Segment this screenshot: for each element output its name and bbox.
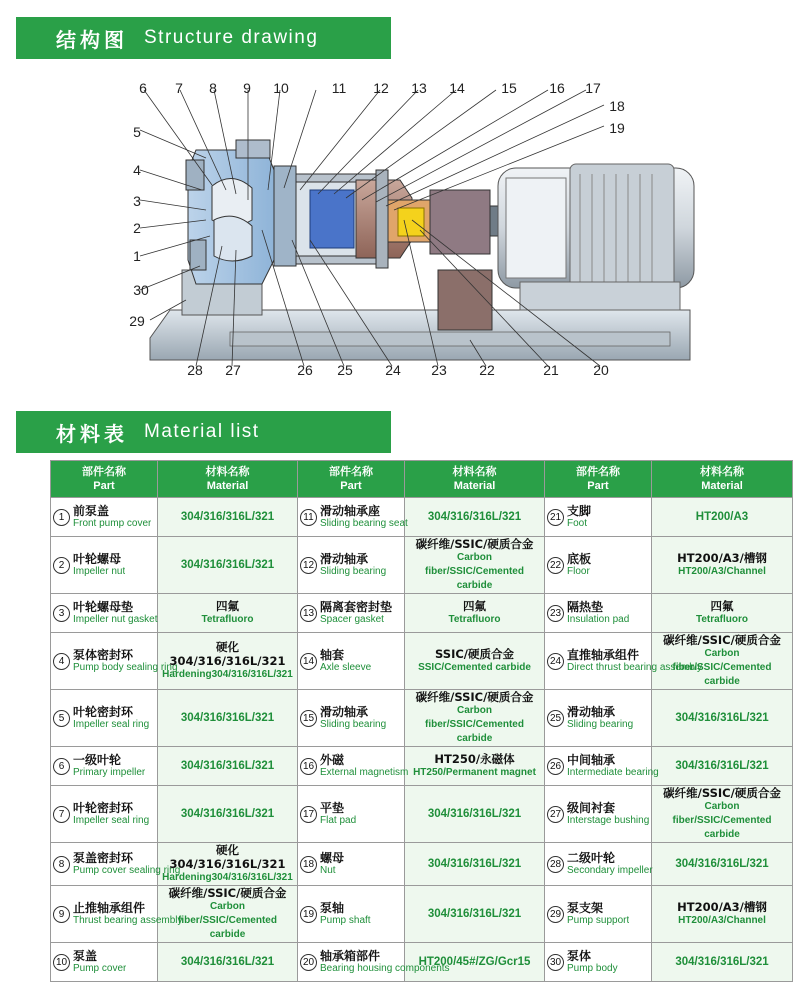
table-row bbox=[51, 594, 793, 633]
material-name: 304/316/316L/321 bbox=[180, 956, 275, 968]
callout-22: 22 bbox=[479, 362, 495, 378]
part-name-cn: 一级叶轮 bbox=[73, 753, 122, 767]
material-name-en: Carbon fiber/SSIC/Cemented carbide bbox=[672, 801, 772, 840]
callout-4: 4 bbox=[133, 162, 141, 178]
material-cell bbox=[652, 747, 793, 786]
callout-19: 19 bbox=[609, 120, 625, 136]
material-name: 四氟 bbox=[710, 599, 734, 613]
part-number-badge: 7 bbox=[53, 806, 70, 823]
material-name: 304/316/316L/321 bbox=[180, 712, 275, 724]
part-name-cn: 滑动轴承 bbox=[567, 705, 616, 719]
part-name-cn: 外磁 bbox=[320, 753, 345, 767]
material-name: 硬化304/316/316L/321 bbox=[169, 843, 286, 871]
part-cell bbox=[298, 943, 450, 982]
material-cell bbox=[405, 498, 545, 537]
part-name-en: Nut bbox=[320, 865, 336, 876]
part-name-en: Sliding bearing bbox=[567, 719, 634, 730]
material-cell bbox=[158, 690, 298, 747]
material-cell bbox=[158, 537, 298, 594]
part-number-badge: 8 bbox=[53, 856, 70, 873]
part-name-cn: 轴套 bbox=[320, 648, 345, 662]
material-cell bbox=[405, 690, 545, 747]
part-cell bbox=[298, 690, 405, 747]
material-name-en: HT200/A3/Channel bbox=[678, 566, 766, 577]
material-name-en: Tetrafluoro bbox=[695, 614, 749, 625]
material-name-en: HT250/Permanent magnet bbox=[413, 767, 536, 778]
part-cell bbox=[51, 594, 158, 633]
material-name: 四氟 bbox=[216, 599, 239, 613]
part-name-en: Pump shaft bbox=[320, 915, 371, 926]
part-number-badge: 13 bbox=[300, 605, 317, 622]
material-name: 四氟 bbox=[463, 599, 486, 613]
part-number-badge: 27 bbox=[547, 806, 564, 823]
part-name-cn: 滑动轴承 bbox=[320, 552, 369, 566]
part-name-en: Pump body bbox=[567, 963, 618, 974]
part-number-badge: 23 bbox=[547, 605, 564, 622]
part-number-badge: 20 bbox=[300, 954, 317, 971]
table-row bbox=[51, 690, 793, 747]
part-name-cn: 前泵盖 bbox=[73, 504, 110, 518]
part-name-en: Sliding bearing bbox=[320, 719, 387, 730]
header-material-3: 材料名称 Material bbox=[652, 461, 793, 498]
material-cell bbox=[652, 843, 793, 886]
callout-20: 20 bbox=[593, 362, 609, 378]
part-name-en: Pump body sealing ring bbox=[73, 662, 178, 673]
table-row bbox=[51, 786, 793, 843]
part-name-en: Front pump cover bbox=[73, 518, 152, 529]
callout-14: 14 bbox=[449, 80, 465, 96]
part-name-en: Pump cover sealing ring bbox=[73, 865, 181, 876]
header-part-2: 部件名称 Part bbox=[298, 461, 405, 498]
part-number-badge: 15 bbox=[300, 710, 317, 727]
part-name-cn: 隔离套密封垫 bbox=[320, 600, 393, 614]
material-title-en: Material list bbox=[144, 421, 260, 442]
material-cell bbox=[405, 594, 545, 633]
material-cell bbox=[158, 886, 298, 943]
material-cell bbox=[405, 843, 545, 886]
part-name-en: Insulation pad bbox=[567, 614, 630, 625]
callout-7: 7 bbox=[175, 80, 183, 96]
part-name-cn: 泵体密封环 bbox=[73, 648, 134, 662]
callout-10: 10 bbox=[273, 80, 289, 96]
callout-26: 26 bbox=[297, 362, 313, 378]
material-cell bbox=[158, 843, 298, 886]
material-name: HT200/A3/槽钢 bbox=[677, 551, 767, 565]
material-table bbox=[50, 460, 793, 982]
callout-18: 18 bbox=[609, 98, 625, 114]
part-name-en: Thrust bearing assembly bbox=[73, 915, 183, 926]
part-number-badge: 16 bbox=[300, 758, 317, 775]
part-name-cn: 泵盖 bbox=[73, 949, 98, 963]
part-name-cn: 泵体 bbox=[567, 949, 592, 963]
callout-13: 13 bbox=[411, 80, 427, 96]
material-cell bbox=[652, 786, 793, 843]
part-cell bbox=[545, 498, 652, 537]
part-number-badge: 14 bbox=[300, 653, 317, 670]
part-name-cn: 轴承箱部件 bbox=[320, 949, 381, 963]
part-cell bbox=[51, 747, 158, 786]
part-cell bbox=[298, 498, 408, 537]
part-name-cn: 中间轴承 bbox=[567, 753, 616, 767]
part-name-en: Axle sleeve bbox=[320, 662, 372, 673]
material-cell bbox=[652, 633, 793, 690]
callout-17: 17 bbox=[585, 80, 601, 96]
callout-1: 1 bbox=[133, 248, 141, 264]
part-name-en: Secondary impeller bbox=[567, 865, 653, 876]
material-cell bbox=[652, 886, 793, 943]
header-material-2: 材料名称 Material bbox=[405, 461, 545, 498]
part-name-cn: 泵轴 bbox=[320, 901, 345, 915]
part-cell bbox=[545, 594, 652, 633]
part-cell bbox=[298, 786, 405, 843]
part-name-cn: 直推轴承组件 bbox=[567, 648, 640, 662]
part-cell bbox=[545, 690, 652, 747]
part-cell bbox=[51, 537, 158, 594]
part-number-badge: 5 bbox=[53, 710, 70, 727]
material-list-banner bbox=[16, 411, 391, 453]
material-name: 碳纤维/SSIC/硬质合金 bbox=[415, 690, 534, 704]
part-name-cn: 叶轮螺母垫 bbox=[73, 600, 134, 614]
part-number-badge: 30 bbox=[547, 954, 564, 971]
callout-9: 9 bbox=[243, 80, 251, 96]
part-number-badge: 22 bbox=[547, 557, 564, 574]
part-number-badge: 9 bbox=[53, 906, 70, 923]
part-name-cn: 二级叶轮 bbox=[567, 851, 616, 865]
part-number-badge: 4 bbox=[53, 653, 70, 670]
material-cell bbox=[405, 747, 545, 786]
material-name-en: Carbon fiber/SSIC/Cemented carbide bbox=[425, 552, 524, 591]
part-cell bbox=[545, 633, 703, 690]
part-number-badge: 6 bbox=[53, 758, 70, 775]
table-row bbox=[51, 498, 793, 537]
part-cell bbox=[545, 886, 652, 943]
material-cell bbox=[158, 747, 298, 786]
structure-title-en: Structure drawing bbox=[144, 27, 319, 48]
part-name-cn: 泵盖密封环 bbox=[73, 851, 134, 865]
material-name-en: Hardening304/316/316L/321 bbox=[162, 872, 293, 883]
material-name: 304/316/316L/321 bbox=[675, 712, 769, 724]
part-number-badge: 28 bbox=[547, 856, 564, 873]
part-number-badge: 17 bbox=[300, 806, 317, 823]
part-name-en: Foot bbox=[567, 518, 588, 529]
part-cell bbox=[51, 690, 158, 747]
part-name-en: Pump cover bbox=[73, 963, 127, 974]
pump-body bbox=[182, 140, 274, 315]
part-cell bbox=[298, 633, 405, 690]
part-name-en: External magnetism bbox=[320, 767, 409, 778]
part-number-badge: 10 bbox=[53, 954, 70, 971]
part-name-cn: 底板 bbox=[567, 552, 592, 566]
material-table-body bbox=[51, 498, 793, 982]
material-name-en: Carbon fiber/SSIC/Cemented carbide bbox=[178, 901, 277, 940]
part-number-badge: 18 bbox=[300, 856, 317, 873]
base-plate bbox=[150, 310, 690, 360]
structure-drawing-banner bbox=[16, 17, 391, 59]
part-number-badge: 26 bbox=[547, 758, 564, 775]
part-name-en: Sliding bearing bbox=[320, 566, 387, 577]
material-name: HT250/永磁体 bbox=[434, 752, 515, 766]
bearing-housing bbox=[388, 190, 504, 330]
callout-30: 30 bbox=[133, 282, 149, 298]
material-name: 碳纤维/SSIC/硬质合金 bbox=[168, 886, 287, 900]
structure-title-cn: 结构图 bbox=[56, 27, 128, 52]
part-name-en: Floor bbox=[567, 566, 590, 577]
part-cell bbox=[51, 498, 158, 537]
part-number-badge: 24 bbox=[547, 653, 564, 670]
part-number-badge: 1 bbox=[53, 509, 70, 526]
pump-structure-drawing bbox=[0, 70, 800, 390]
part-name-en: Bearing housing components bbox=[320, 963, 450, 974]
material-name-en: Carbon fiber/SSIC/Cemented carbide bbox=[672, 648, 772, 687]
callout-3: 3 bbox=[133, 193, 141, 209]
part-name-en: Sliding bearing seat bbox=[320, 518, 408, 529]
part-name-en: Impeller nut bbox=[73, 566, 126, 577]
material-cell bbox=[652, 537, 793, 594]
material-name: 304/316/316L/321 bbox=[180, 559, 275, 571]
callout-6: 6 bbox=[139, 80, 147, 96]
material-name: 碳纤维/SSIC/硬质合金 bbox=[415, 537, 534, 551]
part-number-badge: 25 bbox=[547, 710, 564, 727]
material-cell bbox=[405, 537, 545, 594]
part-name-en: Interstage bushing bbox=[567, 815, 650, 826]
part-name-en: Spacer gasket bbox=[320, 614, 384, 625]
part-name-cn: 叶轮密封环 bbox=[73, 705, 134, 719]
part-name-cn: 螺母 bbox=[320, 851, 345, 865]
material-name: 304/316/316L/321 bbox=[675, 858, 769, 870]
callout-15: 15 bbox=[501, 80, 517, 96]
part-name-en: Impeller nut gasket bbox=[73, 614, 158, 625]
material-name: HT200/A3/槽钢 bbox=[677, 900, 767, 914]
material-name: 碳纤维/SSIC/硬质合金 bbox=[663, 786, 781, 800]
material-name: HT200/45#/ZG/Gcr15 bbox=[418, 956, 531, 968]
part-number-badge: 2 bbox=[53, 557, 70, 574]
part-name-en: Impeller seal ring bbox=[73, 815, 150, 826]
part-cell bbox=[51, 786, 158, 843]
material-name-en: Carbon fiber/SSIC/Cemented carbide bbox=[425, 705, 524, 744]
table-row bbox=[51, 747, 793, 786]
part-cell bbox=[298, 843, 405, 886]
material-name: 304/316/316L/321 bbox=[427, 511, 522, 523]
part-name-cn: 滑动轴承 bbox=[320, 705, 369, 719]
material-name-en: Tetrafluoro bbox=[201, 614, 254, 625]
callout-23: 23 bbox=[431, 362, 447, 378]
material-cell bbox=[405, 633, 545, 690]
callout-12: 12 bbox=[373, 80, 389, 96]
part-number-badge: 19 bbox=[300, 906, 317, 923]
part-name-cn: 叶轮密封环 bbox=[73, 801, 134, 815]
part-name-en: Primary impeller bbox=[73, 767, 146, 778]
material-name: 304/316/316L/321 bbox=[675, 956, 769, 968]
material-cell bbox=[158, 943, 298, 982]
material-name: 304/316/316L/321 bbox=[675, 760, 769, 772]
table-row bbox=[51, 943, 793, 982]
material-name: 304/316/316L/321 bbox=[427, 858, 522, 870]
material-name-en: HT200/A3/Channel bbox=[678, 915, 766, 926]
part-cell bbox=[51, 943, 158, 982]
part-number-badge: 29 bbox=[547, 906, 564, 923]
part-number-badge: 3 bbox=[53, 605, 70, 622]
part-cell bbox=[545, 786, 652, 843]
material-name: SSIC/硬质合金 bbox=[435, 647, 514, 661]
callout-25: 25 bbox=[337, 362, 353, 378]
part-cell bbox=[545, 747, 659, 786]
callout-8: 8 bbox=[209, 80, 217, 96]
material-cell bbox=[158, 633, 298, 690]
part-name-cn: 支脚 bbox=[567, 504, 592, 518]
header-part-1: 部件名称 Part bbox=[51, 461, 158, 498]
material-name: 304/316/316L/321 bbox=[180, 760, 275, 772]
part-cell bbox=[298, 886, 405, 943]
callout-29: 29 bbox=[129, 313, 145, 329]
header-material-1: 材料名称 Material bbox=[158, 461, 298, 498]
table-row bbox=[51, 537, 793, 594]
material-cell bbox=[652, 594, 793, 633]
part-name-en: Flat pad bbox=[320, 815, 357, 826]
material-cell bbox=[652, 498, 793, 537]
callout-2: 2 bbox=[133, 220, 141, 236]
material-cell bbox=[405, 886, 545, 943]
part-name-cn: 滑动轴承座 bbox=[320, 504, 381, 518]
part-cell bbox=[51, 843, 181, 886]
material-name: 304/316/316L/321 bbox=[180, 511, 275, 523]
part-cell bbox=[51, 886, 183, 943]
motor bbox=[498, 164, 694, 310]
part-cell bbox=[298, 747, 409, 786]
callout-21: 21 bbox=[543, 362, 559, 378]
material-cell bbox=[405, 786, 545, 843]
part-cell bbox=[298, 537, 405, 594]
part-name-en: Pump support bbox=[567, 915, 630, 926]
material-name: HT200/A3 bbox=[695, 511, 749, 523]
material-cell bbox=[652, 943, 793, 982]
part-name-cn: 隔热垫 bbox=[567, 600, 604, 614]
part-cell bbox=[51, 633, 178, 690]
material-name-en: Hardening304/316/316L/321 bbox=[162, 669, 293, 680]
part-name-cn: 级间衬套 bbox=[567, 801, 616, 815]
callout-27: 27 bbox=[225, 362, 241, 378]
part-cell bbox=[545, 843, 652, 886]
part-name-en: Direct thrust bearing assembly bbox=[567, 662, 703, 673]
material-name: 304/316/316L/321 bbox=[180, 808, 275, 820]
table-row bbox=[51, 843, 793, 886]
material-cell bbox=[158, 786, 298, 843]
part-name-cn: 平垫 bbox=[320, 801, 345, 815]
part-name-en: Intermediate bearing bbox=[567, 767, 659, 778]
part-name-en: Impeller seal ring bbox=[73, 719, 150, 730]
callout-16: 16 bbox=[549, 80, 565, 96]
material-name: 304/316/316L/321 bbox=[427, 908, 522, 920]
header-part-3: 部件名称 Part bbox=[545, 461, 652, 498]
part-number-badge: 11 bbox=[300, 509, 317, 526]
part-name-cn: 止推轴承组件 bbox=[73, 901, 146, 915]
material-cell bbox=[158, 498, 298, 537]
material-name-en: Tetrafluoro bbox=[448, 614, 501, 625]
callout-5: 5 bbox=[133, 124, 141, 140]
part-name-cn: 叶轮螺母 bbox=[73, 552, 122, 566]
part-cell bbox=[298, 594, 405, 633]
table-header-row bbox=[51, 461, 793, 498]
callout-11: 11 bbox=[331, 80, 347, 96]
part-cell bbox=[545, 537, 652, 594]
material-title-cn: 材料表 bbox=[56, 421, 128, 446]
part-number-badge: 21 bbox=[547, 509, 564, 526]
part-number-badge: 12 bbox=[300, 557, 317, 574]
material-name: 硬化304/316/316L/321 bbox=[169, 640, 286, 668]
callout-28: 28 bbox=[187, 362, 203, 378]
material-cell bbox=[652, 690, 793, 747]
material-name: 304/316/316L/321 bbox=[427, 808, 522, 820]
callout-24: 24 bbox=[385, 362, 401, 378]
material-name-en: SSIC/Cemented carbide bbox=[418, 662, 531, 673]
material-name: 碳纤维/SSIC/硬质合金 bbox=[663, 633, 781, 647]
table-row bbox=[51, 886, 793, 943]
table-row bbox=[51, 633, 793, 690]
material-cell bbox=[158, 594, 298, 633]
part-name-cn: 泵支架 bbox=[567, 901, 604, 915]
part-cell bbox=[545, 943, 652, 982]
